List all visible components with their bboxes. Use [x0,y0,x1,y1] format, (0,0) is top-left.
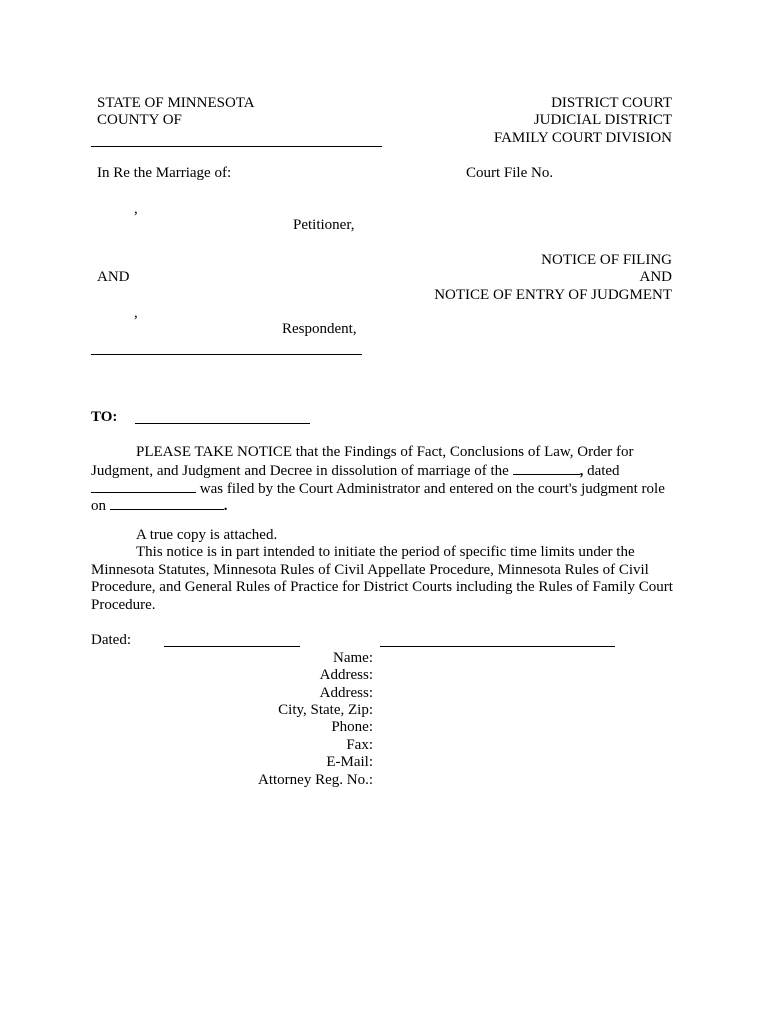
dated-blank[interactable] [164,646,300,647]
state-label: STATE OF MINNESOTA [97,95,255,111]
notice-line2-comma: , [579,463,584,479]
field-email-label: E-Mail: [326,754,373,770]
division-label: FAMILY COURT DIVISION [493,130,672,146]
field-attorney-reg-label: Attorney Reg. No.: [258,772,373,788]
county-line [91,146,382,147]
petitioner-label: Petitioner, [293,217,355,233]
notice-line4 [91,496,228,515]
and-label: AND [97,269,130,285]
field-address2-label: Address: [319,685,373,701]
district-label: JUDICIAL DISTRICT [533,112,672,128]
respondent-comma: , [134,305,138,321]
entry-date-blank[interactable] [110,496,224,510]
court-file-label: Court File No. [466,165,554,181]
dated-label: Dated: [91,632,131,648]
to-label: TO: [91,409,118,425]
petitioner-comma: , [134,201,138,217]
to-blank[interactable] [135,423,310,424]
in-re-label: In Re the Marriage of: [97,165,232,181]
notice-line4-on: on [91,498,106,514]
title-line3: NOTICE OF ENTRY OF JUDGMENT [434,287,672,303]
field-name-label: Name: [333,650,373,666]
intent-line1: This notice is in part intended to initiate the period of specific time limits under the [136,544,635,560]
field-fax-label: Fax: [346,737,373,753]
field-city-state-zip-label: City, State, Zip: [278,702,373,718]
respondent-label: Respondent, [282,321,357,337]
spouse-name-blank[interactable] [513,461,580,475]
title-line1: NOTICE OF FILING [541,252,672,268]
title-line2: AND [639,269,672,285]
intent-line4: Procedure. [91,597,156,613]
notice-line3-text: was filed by the Court Administrator and entered on the court's judgment role [196,481,665,497]
notice-line2 [91,461,620,480]
court-label: DISTRICT COURT [551,95,672,111]
caption-bottom-line [91,354,362,355]
intent-line3: Procedure, and General Rules of Practice for District Courts including the Rules of Family Court [91,579,673,595]
notice-line4-period: . [223,498,228,514]
copy-attached-text: A true copy is attached. [136,527,278,543]
notice-line2-text: Judgment, and Judgment and Decree in dissolution of marriage of the [91,463,509,479]
signature-line[interactable] [380,646,615,647]
field-address1-label: Address: [319,667,373,683]
county-label: COUNTY OF [97,112,182,128]
notice-line2-dated: dated [583,463,620,479]
filing-date-blank[interactable] [91,479,196,493]
intent-line2: Minnesota Statutes, Minnesota Rules of Civil Appellate Procedure, Minnesota Rules of Civil [91,562,649,578]
field-phone-label: Phone: [331,719,373,735]
notice-line1: PLEASE TAKE NOTICE that the Findings of Fact, Conclusions of Law, Order for [136,444,634,460]
